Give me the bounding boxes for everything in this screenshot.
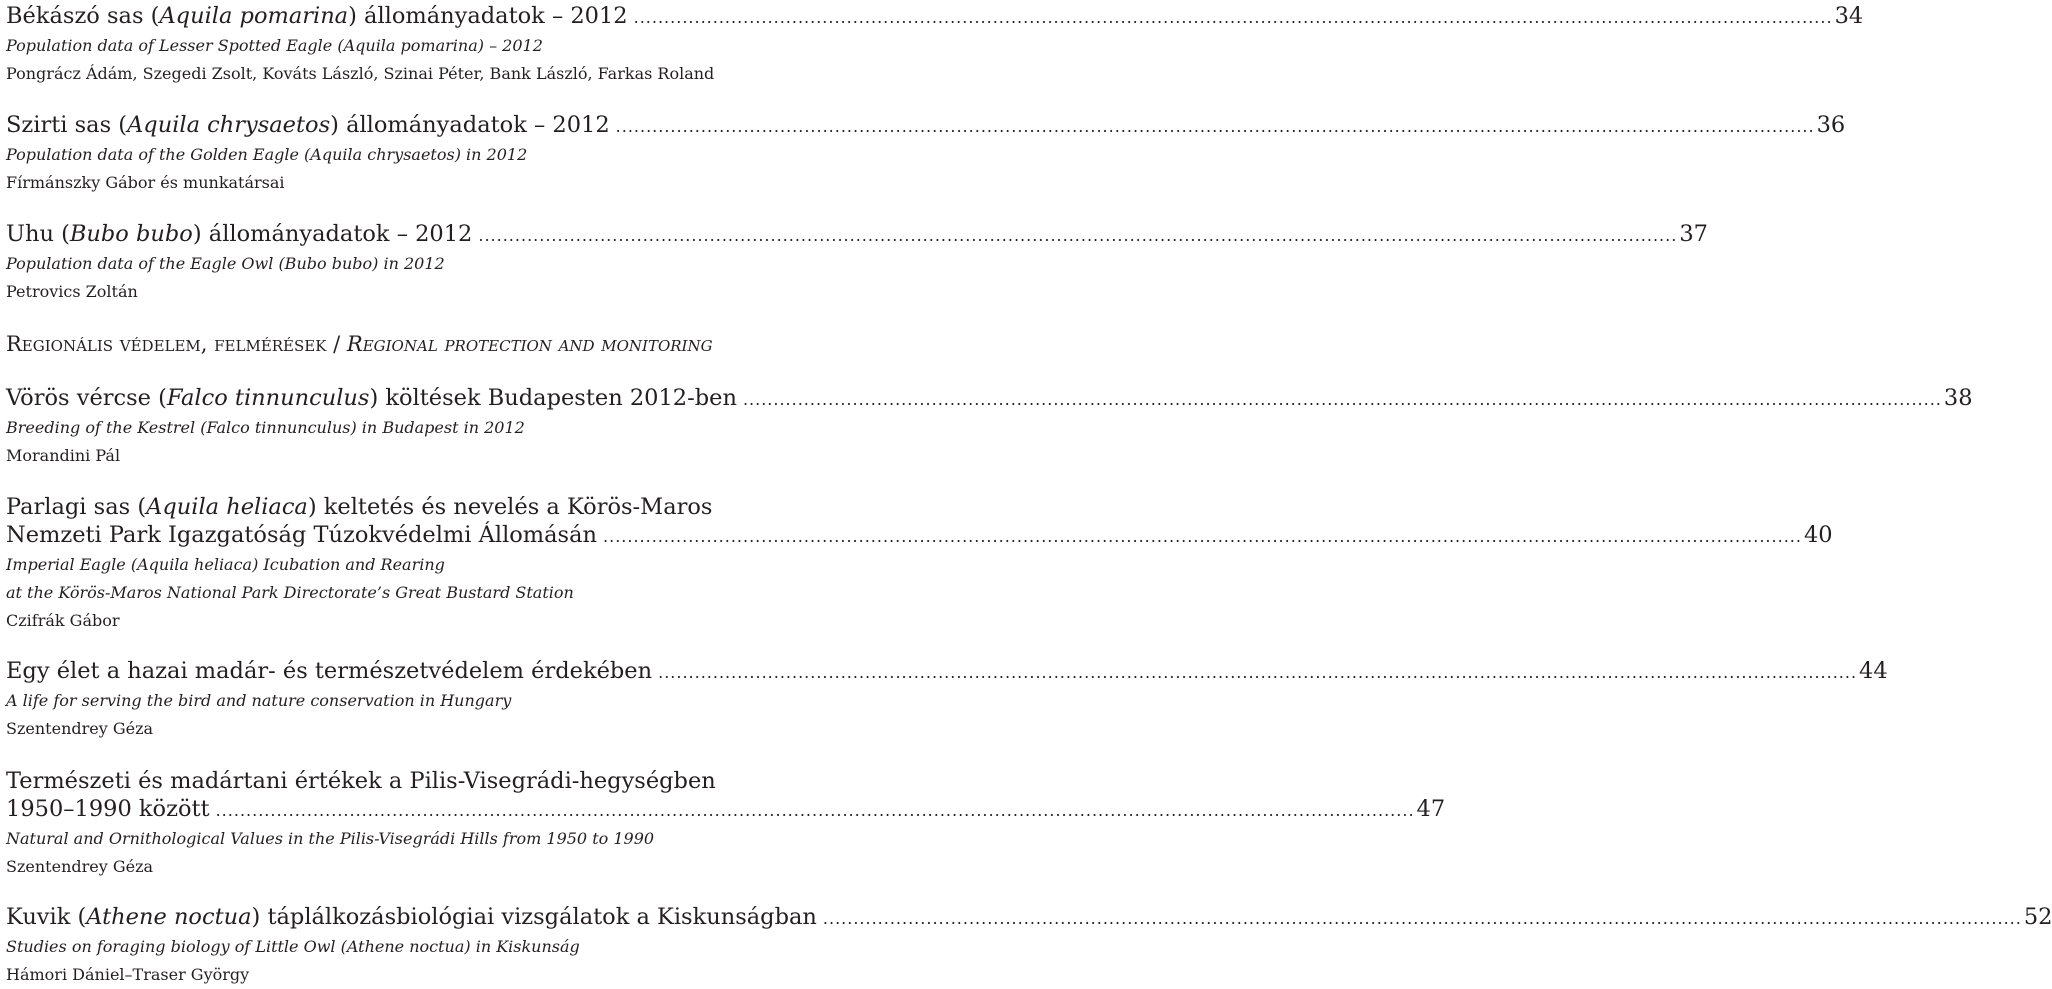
- toc-entry-title-line[interactable]: [6, 111, 1846, 141]
- section-heading-en: Regional protection and monitoring: [346, 332, 713, 356]
- toc-entry-lesser-spotted-eagle: [6, 2, 1864, 88]
- dot-leader: .....................................................................................................................................................................................................: [742, 390, 1942, 409]
- toc-entry-english-title: Population data of Lesser Spotted Eagle (Aquila pomarina) – 2012: [6, 36, 543, 55]
- page-number: 44: [1859, 658, 1888, 684]
- toc-entry-title: Nemzeti Park Igazgatóság Túzokvédelmi Állomásán: [6, 522, 598, 548]
- toc-entry-english-title: Population data of the Golden Eagle (Aquila chrysaetos) in 2012: [6, 145, 528, 164]
- dot-leader: .....................................................................................................................................................................................................: [658, 663, 1858, 682]
- toc-entry-english-title: Population data of the Eagle Owl (Bubo bubo) in 2012: [6, 254, 445, 273]
- toc-entry-authors: Fírmánszky Gábor és munkatársai: [6, 173, 285, 192]
- toc-entry-title-line[interactable]: [6, 657, 1888, 687]
- toc-entry-authors: Szentendrey Géza: [6, 719, 154, 738]
- toc-entry-title: Békászó sas (Aquila pomarina) állományadatok – 2012: [6, 3, 628, 29]
- page-number: 34: [1834, 3, 1864, 29]
- dot-leader: .....................................................................................................................................................................................................: [603, 527, 1802, 546]
- toc-entry-title-line[interactable]: [6, 795, 1446, 825]
- page-number: 47: [1416, 796, 1446, 822]
- toc-entry-authors: Hámori Dániel–Traser György: [6, 965, 250, 984]
- page-number: 52: [2023, 904, 2052, 930]
- dot-leader: .....................................................................................................................................................................................................: [822, 909, 2022, 928]
- section-separator: /: [326, 332, 347, 356]
- toc-entry-authors: Czifrák Gábor: [6, 611, 120, 630]
- toc-entry-title-line[interactable]: [6, 384, 1973, 414]
- dot-leader: .....................................................................................................................................................................................................: [615, 117, 1815, 136]
- toc-entry-english-title: A life for serving the bird and nature conservation in Hungary: [6, 691, 512, 710]
- dot-leader: .....................................................................................................................................................................................................: [633, 8, 1833, 27]
- toc-entry-title-line[interactable]: [6, 2, 1864, 32]
- toc-entry-title-line[interactable]: [6, 903, 2052, 933]
- toc-entry-title: Kuvik (Athene noctua) táplálkozásbiológiai vizsgálatok a Kiskunságban: [6, 904, 817, 930]
- toc-entry-english-title-cont: at the Körös-Maros National Park Directorate’s Great Bustard Station: [6, 583, 574, 602]
- toc-entry-authors: Morandini Pál: [6, 446, 121, 465]
- toc-entry-title-line[interactable]: [6, 521, 1833, 551]
- toc-entry-english-title: Imperial Eagle (Aquila heliaca) Icubation and Rearing: [6, 555, 445, 574]
- page-number: 38: [1943, 385, 1973, 411]
- toc-entry-english-title: Breeding of the Kestrel (Falco tinnunculus) in Budapest in 2012: [6, 418, 525, 437]
- section-heading-hu: Regionális védelem, felmérések: [6, 332, 327, 356]
- toc-entry-title: 1950–1990 között: [6, 796, 210, 822]
- toc-entry-title: Egy élet a hazai madár- és természetvédelem érdekében: [6, 658, 653, 684]
- toc-entry-title: Szirti sas (Aquila chrysaetos) állományadatok – 2012: [6, 112, 610, 138]
- section-heading: [6, 330, 713, 358]
- toc-entry-imperial-eagle: [6, 493, 1833, 635]
- toc-entry-authors: Petrovics Zoltán: [6, 282, 138, 301]
- toc-entry-golden-eagle: [6, 111, 1846, 197]
- page-number: 40: [1803, 522, 1833, 548]
- page-number: 36: [1816, 112, 1846, 138]
- toc-entry-title-first-line[interactable]: Parlagi sas (Aquila heliaca) keltetés és nevelés a Körös-Maros: [6, 494, 713, 520]
- toc-entry-pilis-visegrad: [6, 767, 1446, 881]
- toc-entry-authors: Pongrácz Ádám, Szegedi Zsolt, Kováts László, Szinai Péter, Bank László, Farkas Roland: [6, 64, 715, 83]
- toc-entry-title: Uhu (Bubo bubo) állományadatok – 2012: [6, 221, 473, 247]
- toc-entry-english-title: Natural and Ornithological Values in the Pilis-Visegrádi Hills from 1950 to 1990: [6, 829, 655, 848]
- page-number: 37: [1679, 221, 1708, 247]
- toc-entry-title-line[interactable]: [6, 220, 1708, 250]
- toc-entry-little-owl: [6, 903, 2052, 989]
- dot-leader: .....................................................................................................................................................................................................: [478, 226, 1678, 245]
- toc-entry-title-first-line[interactable]: Természeti és madártani értékek a Pilis-Visegrádi-hegységben: [6, 768, 716, 794]
- toc-entry-english-title: Studies on foraging biology of Little Owl (Athene noctua) in Kiskunság: [6, 937, 580, 956]
- toc-entry-title: Vörös vércse (Falco tinnunculus) költések Budapesten 2012-ben: [6, 385, 737, 411]
- toc-entry-kestrel: [6, 384, 1973, 470]
- dot-leader: .....................................................................................................................................................................................................: [215, 801, 1415, 820]
- toc-entry-eagle-owl: [6, 220, 1708, 306]
- toc-entry-authors: Szentendrey Géza: [6, 857, 154, 876]
- toc-entry-life-for-conservation: [6, 657, 1888, 743]
